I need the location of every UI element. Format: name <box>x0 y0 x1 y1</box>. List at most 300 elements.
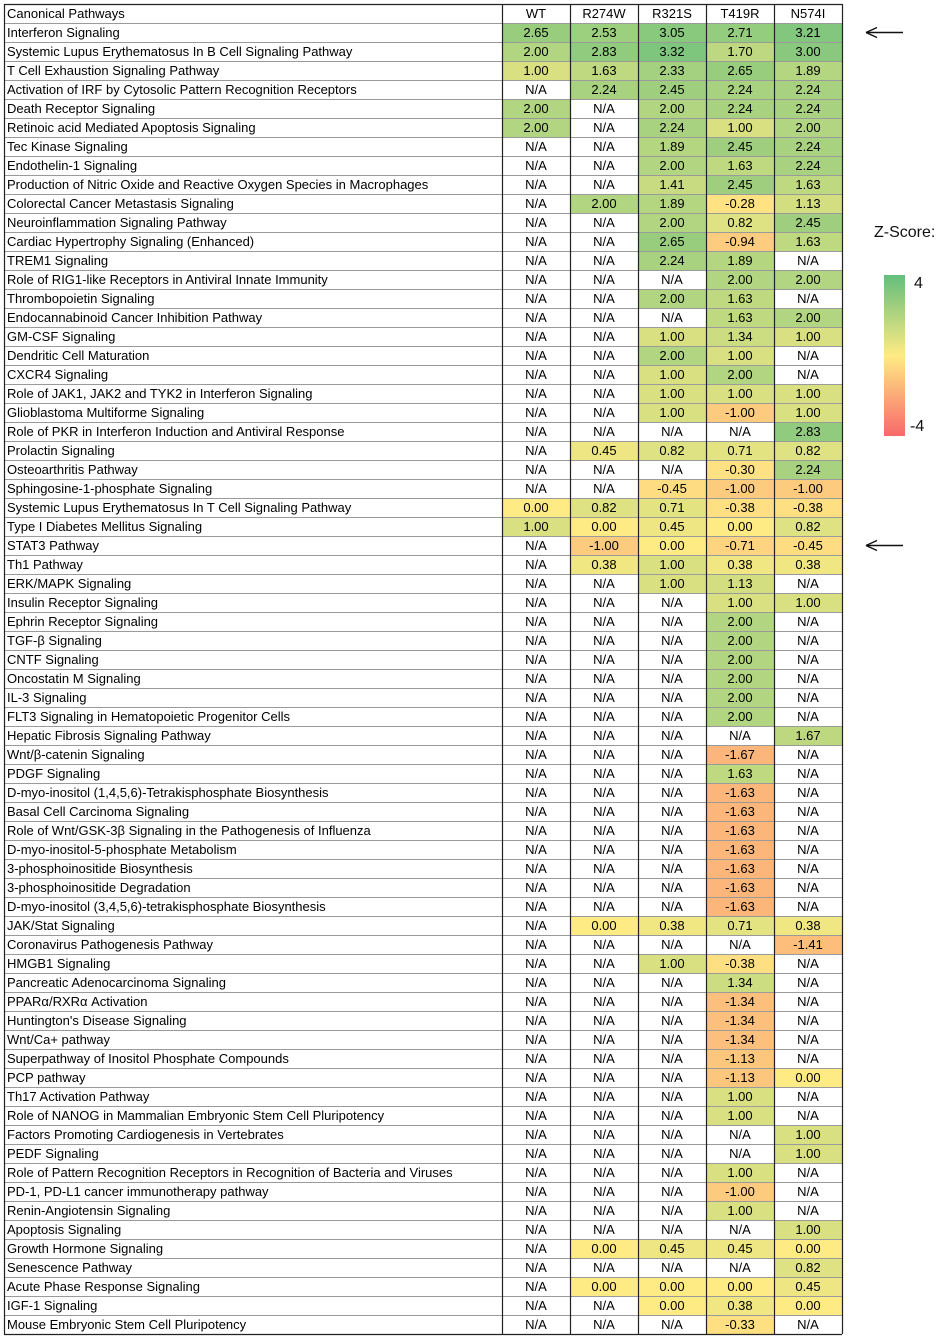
pathway-label: PD-1, PD-L1 cancer immunotherapy pathway <box>7 1184 269 1199</box>
cell-value: N/A <box>661 747 683 762</box>
pathway-label: Systemic Lupus Erythematosus In B Cell Signaling Pathway <box>7 44 353 59</box>
pathway-label: Production of Nitric Oxide and Reactive Oxygen Species in Macrophages <box>7 177 429 192</box>
pathway-label: PCP pathway <box>7 1070 86 1085</box>
cell-value: 1.00 <box>795 386 821 401</box>
pathway-label: Neuroinflammation Signaling Pathway <box>7 215 227 230</box>
cell-value: 2.24 <box>795 101 821 116</box>
pathway-label: Factors Promoting Cardiogenesis in Vertebrates <box>7 1127 284 1142</box>
pathway-label: HMGB1 Signaling <box>7 956 111 971</box>
cell-value: 0.00 <box>659 1298 685 1313</box>
pathway-label: Huntington's Disease Signaling <box>7 1013 187 1028</box>
pathway-label: Th17 Activation Pathway <box>7 1089 150 1104</box>
pathway-label: Renin-Angiotensin Signaling <box>7 1203 171 1218</box>
cell-value: 2.83 <box>795 424 821 439</box>
cell-value: 2.65 <box>727 63 753 78</box>
cell-value: N/A <box>797 690 819 705</box>
cell-value: 2.45 <box>727 139 753 154</box>
cell-value: N/A <box>525 671 547 686</box>
cell-value: 1.63 <box>727 310 753 325</box>
pathway-label: D-myo-inositol (3,4,5,6)-tetrakisphosphate Biosynthesis <box>7 899 326 914</box>
cell-value: N/A <box>525 177 547 192</box>
cell-value: N/A <box>593 975 615 990</box>
cell-value: N/A <box>525 937 547 952</box>
cell-value: 3.32 <box>659 44 685 59</box>
pathway-label: Prolactin Signaling <box>7 443 115 458</box>
cell-value: N/A <box>661 1108 683 1123</box>
cell-value: N/A <box>525 462 547 477</box>
cell-value: 1.00 <box>795 1127 821 1142</box>
cell-value: 2.00 <box>727 652 753 667</box>
cell-value: 0.00 <box>591 1279 617 1294</box>
cell-value: N/A <box>797 1051 819 1066</box>
cell-value: N/A <box>797 1013 819 1028</box>
pathway-label: CNTF Signaling <box>7 652 99 667</box>
cell-value: N/A <box>797 861 819 876</box>
cell-value: N/A <box>593 633 615 648</box>
cell-value: N/A <box>525 652 547 667</box>
cell-value: N/A <box>593 177 615 192</box>
cell-value: 1.34 <box>727 329 753 344</box>
cell-value: 0.00 <box>727 1279 753 1294</box>
cell-value: N/A <box>797 348 819 363</box>
cell-value: N/A <box>661 633 683 648</box>
cell-value: -1.00 <box>725 1184 755 1199</box>
cell-value: 1.00 <box>727 386 753 401</box>
cell-value: N/A <box>525 785 547 800</box>
cell-value: N/A <box>661 1184 683 1199</box>
cell-value: -1.00 <box>725 481 755 496</box>
cell-value: 2.00 <box>795 310 821 325</box>
cell-value: 1.00 <box>795 329 821 344</box>
cell-value: 1.00 <box>659 405 685 420</box>
cell-value: N/A <box>525 728 547 743</box>
cell-value: N/A <box>661 823 683 838</box>
cell-value: N/A <box>525 1089 547 1104</box>
cell-value: N/A <box>593 747 615 762</box>
cell-value: -1.63 <box>725 899 755 914</box>
cell-value: -0.71 <box>725 538 755 553</box>
cell-value: 2.24 <box>795 139 821 154</box>
pathway-label: Cardiac Hypertrophy Signaling (Enhanced) <box>7 234 255 249</box>
cell-value: N/A <box>593 310 615 325</box>
cell-value: 2.33 <box>659 63 685 78</box>
cell-value: N/A <box>661 804 683 819</box>
cell-value: 2.24 <box>659 253 685 268</box>
cell-value: N/A <box>661 899 683 914</box>
pathway-label: Thrombopoietin Signaling <box>7 291 155 306</box>
cell-value: N/A <box>797 823 819 838</box>
cell-value: N/A <box>525 614 547 629</box>
cell-value: N/A <box>661 652 683 667</box>
cell-value: 1.00 <box>727 1089 753 1104</box>
cell-value: N/A <box>525 557 547 572</box>
cell-value: N/A <box>593 728 615 743</box>
cell-value: 2.24 <box>659 120 685 135</box>
cell-value: N/A <box>661 937 683 952</box>
cell-value: -1.63 <box>725 785 755 800</box>
cell-value: N/A <box>525 899 547 914</box>
cell-value: N/A <box>593 1108 615 1123</box>
cell-value: 2.00 <box>523 101 549 116</box>
cell-value: N/A <box>525 1260 547 1275</box>
cell-value: N/A <box>593 1298 615 1313</box>
cell-value: 1.00 <box>795 1146 821 1161</box>
cell-value: N/A <box>593 652 615 667</box>
cell-value: 2.00 <box>727 614 753 629</box>
cell-value: 0.38 <box>727 557 753 572</box>
cell-value: N/A <box>729 1260 751 1275</box>
cell-value: 0.45 <box>591 443 617 458</box>
cell-value: N/A <box>525 747 547 762</box>
cell-value: 1.00 <box>727 120 753 135</box>
cell-value: 0.00 <box>659 1279 685 1294</box>
cell-value: -1.67 <box>725 747 755 762</box>
cell-value: N/A <box>525 481 547 496</box>
cell-value: 1.00 <box>727 1165 753 1180</box>
cell-value: 1.67 <box>795 728 821 743</box>
cell-value: 0.00 <box>591 918 617 933</box>
pathway-label: Th1 Pathway <box>7 557 83 572</box>
cell-value: 2.65 <box>523 25 549 40</box>
cell-value: N/A <box>661 1317 683 1332</box>
cell-value: N/A <box>661 1051 683 1066</box>
cell-value: N/A <box>593 671 615 686</box>
cell-value: N/A <box>797 253 819 268</box>
cell-value: N/A <box>661 690 683 705</box>
cell-value: 2.00 <box>659 158 685 173</box>
cell-value: 3.21 <box>795 25 821 40</box>
cell-value: N/A <box>797 671 819 686</box>
cell-value: N/A <box>797 880 819 895</box>
cell-value: 1.63 <box>727 158 753 173</box>
pathway-label: Role of RIG1-like Receptors in Antiviral Innate Immunity <box>7 272 328 287</box>
cell-value: 2.53 <box>591 25 617 40</box>
cell-value: -0.45 <box>793 538 823 553</box>
pathway-label: ERK/MAPK Signaling <box>7 576 132 591</box>
cell-value: -1.63 <box>725 804 755 819</box>
cell-value: 2.00 <box>659 215 685 230</box>
cell-value: N/A <box>593 1165 615 1180</box>
cell-value: N/A <box>525 139 547 154</box>
cell-value: -1.13 <box>725 1051 755 1066</box>
pathway-label: Tec Kinase Signaling <box>7 139 128 154</box>
cell-value: 1.00 <box>523 519 549 534</box>
cell-value: N/A <box>593 481 615 496</box>
cell-value: 2.71 <box>727 25 753 40</box>
cell-value: 1.00 <box>523 63 549 78</box>
cell-value: N/A <box>729 424 751 439</box>
cell-value: -0.28 <box>725 196 755 211</box>
cell-value: N/A <box>797 291 819 306</box>
cell-value: 2.00 <box>795 272 821 287</box>
cell-value: 1.00 <box>659 367 685 382</box>
pathway-label: Role of NANOG in Mammalian Embryonic Stem Cell Pluripotency <box>7 1108 385 1123</box>
cell-value: N/A <box>593 1070 615 1085</box>
cell-value: N/A <box>593 348 615 363</box>
cell-value: N/A <box>593 329 615 344</box>
cell-value: N/A <box>593 614 615 629</box>
pathway-label: Insulin Receptor Signaling <box>7 595 159 610</box>
pathway-label: Pancreatic Adenocarcinoma Signaling <box>7 975 226 990</box>
pathway-label: Hepatic Fibrosis Signaling Pathway <box>7 728 211 743</box>
cell-value: N/A <box>593 462 615 477</box>
cell-value: N/A <box>525 842 547 857</box>
cell-value: N/A <box>525 443 547 458</box>
cell-value: N/A <box>525 994 547 1009</box>
cell-value: N/A <box>593 880 615 895</box>
cell-value: N/A <box>661 671 683 686</box>
cell-value: N/A <box>525 595 547 610</box>
cell-value: N/A <box>661 766 683 781</box>
cell-value: N/A <box>729 1146 751 1161</box>
cell-value: N/A <box>525 1013 547 1028</box>
cell-value: N/A <box>593 291 615 306</box>
cell-value: 1.13 <box>727 576 753 591</box>
cell-value: 2.00 <box>727 633 753 648</box>
cell-value: N/A <box>525 310 547 325</box>
cell-value: N/A <box>593 709 615 724</box>
pathway-label: Role of JAK1, JAK2 and TYK2 in Interferon Signaling <box>7 386 313 401</box>
cell-value: N/A <box>525 1165 547 1180</box>
cell-value: N/A <box>593 690 615 705</box>
cell-value: 1.00 <box>659 576 685 591</box>
cell-value: 2.00 <box>659 101 685 116</box>
cell-value: N/A <box>593 1317 615 1332</box>
cell-value: N/A <box>797 614 819 629</box>
cell-value: -0.38 <box>725 500 755 515</box>
cell-value: 2.00 <box>727 272 753 287</box>
cell-value: 0.00 <box>659 538 685 553</box>
cell-value: -1.63 <box>725 861 755 876</box>
cell-value: 0.45 <box>659 1241 685 1256</box>
cell-value: 1.63 <box>795 177 821 192</box>
cell-value: 3.00 <box>795 44 821 59</box>
pathway-label: Superpathway of Inositol Phosphate Compounds <box>7 1051 289 1066</box>
cell-value: N/A <box>525 1146 547 1161</box>
pathway-label: Systemic Lupus Erythematosus In T Cell Signaling Pathway <box>7 500 352 515</box>
cell-value: N/A <box>593 1089 615 1104</box>
cell-value: 0.38 <box>795 557 821 572</box>
cell-value: N/A <box>661 1165 683 1180</box>
cell-value: N/A <box>797 1317 819 1332</box>
cell-value: N/A <box>661 1070 683 1085</box>
cell-value: N/A <box>593 899 615 914</box>
cell-value: N/A <box>797 367 819 382</box>
cell-value: N/A <box>797 576 819 591</box>
pathway-label: JAK/Stat Signaling <box>7 918 115 933</box>
column-header: WT <box>525 6 547 21</box>
cell-value: N/A <box>593 994 615 1009</box>
cell-value: N/A <box>661 614 683 629</box>
cell-value: 2.00 <box>727 671 753 686</box>
cell-value: 0.38 <box>659 918 685 933</box>
cell-value: 0.00 <box>727 519 753 534</box>
pathway-label: Ephrin Receptor Signaling <box>7 614 159 629</box>
cell-value: 0.38 <box>727 1298 753 1313</box>
cell-value: 0.45 <box>727 1241 753 1256</box>
pathway-label: Dendritic Cell Maturation <box>7 348 150 363</box>
cell-value: N/A <box>593 1203 615 1218</box>
cell-value: 1.89 <box>659 139 685 154</box>
cell-value: -1.34 <box>725 1013 755 1028</box>
cell-value: 1.63 <box>591 63 617 78</box>
cell-value: N/A <box>525 633 547 648</box>
cell-value: N/A <box>525 386 547 401</box>
cell-value: N/A <box>525 975 547 990</box>
cell-value: 0.82 <box>591 500 617 515</box>
cell-value: N/A <box>729 728 751 743</box>
cell-value: 1.89 <box>659 196 685 211</box>
cell-value: 2.00 <box>795 120 821 135</box>
pathway-label: Activation of IRF by Cytosolic Pattern Recognition Receptors <box>7 82 357 97</box>
cell-value: N/A <box>525 861 547 876</box>
cell-value: N/A <box>661 1032 683 1047</box>
cell-value: N/A <box>525 405 547 420</box>
pathway-label: Wnt/Ca+ pathway <box>7 1032 110 1047</box>
cell-value: N/A <box>661 462 683 477</box>
cell-value: 1.00 <box>795 405 821 420</box>
cell-value: N/A <box>525 196 547 211</box>
pathway-label: IL-3 Signaling <box>7 690 87 705</box>
pathway-label: Role of Wnt/GSK-3β Signaling in the Pathogenesis of Influenza <box>7 823 371 838</box>
cell-value: N/A <box>525 234 547 249</box>
pathway-label: TGF-β Signaling <box>7 633 102 648</box>
cell-value: 1.00 <box>659 329 685 344</box>
cell-value: N/A <box>593 101 615 116</box>
cell-value: N/A <box>525 823 547 838</box>
cell-value: 0.38 <box>591 557 617 572</box>
cell-value: 1.00 <box>659 956 685 971</box>
pathway-label: Death Receptor Signaling <box>7 101 156 116</box>
cell-value: N/A <box>525 709 547 724</box>
cell-value: -0.30 <box>725 462 755 477</box>
cell-value: 0.00 <box>591 519 617 534</box>
cell-value: N/A <box>525 918 547 933</box>
cell-value: 2.00 <box>659 348 685 363</box>
cell-value: N/A <box>593 804 615 819</box>
cell-value: N/A <box>593 595 615 610</box>
cell-value: -0.33 <box>725 1317 755 1332</box>
cell-value: N/A <box>525 1108 547 1123</box>
cell-value: N/A <box>797 633 819 648</box>
cell-value: -0.45 <box>657 481 687 496</box>
cell-value: 2.24 <box>727 101 753 116</box>
cell-value: N/A <box>797 766 819 781</box>
cell-value: N/A <box>797 975 819 990</box>
pathway-label: CXCR4 Signaling <box>7 367 109 382</box>
cell-value: 2.45 <box>795 215 821 230</box>
cell-value: -1.34 <box>725 1032 755 1047</box>
cell-value: N/A <box>593 1127 615 1142</box>
cell-value: N/A <box>525 253 547 268</box>
pathway-label: Oncostatin M Signaling <box>7 671 141 686</box>
cell-value: N/A <box>593 405 615 420</box>
cell-value: 2.00 <box>727 690 753 705</box>
cell-value: N/A <box>797 785 819 800</box>
cell-value: N/A <box>661 1089 683 1104</box>
cell-value: N/A <box>729 1222 751 1237</box>
cell-value: 0.00 <box>795 1298 821 1313</box>
cell-value: N/A <box>525 1070 547 1085</box>
cell-value: 2.24 <box>727 82 753 97</box>
cell-value: 1.63 <box>727 766 753 781</box>
cell-value: N/A <box>593 367 615 382</box>
cell-value: N/A <box>593 253 615 268</box>
row-header-label: Canonical Pathways <box>7 6 125 21</box>
cell-value: 0.00 <box>591 1241 617 1256</box>
cell-value: N/A <box>593 861 615 876</box>
cell-value: 2.83 <box>591 44 617 59</box>
cell-value: N/A <box>525 1127 547 1142</box>
cell-value: N/A <box>661 272 683 287</box>
cell-value: N/A <box>593 785 615 800</box>
cell-value: N/A <box>797 842 819 857</box>
cell-value: 1.00 <box>727 1203 753 1218</box>
pathway-label: Growth Hormone Signaling <box>7 1241 164 1256</box>
pathway-label: Basal Cell Carcinoma Signaling <box>7 804 190 819</box>
cell-value: N/A <box>797 956 819 971</box>
cell-value: 2.00 <box>727 367 753 382</box>
pathway-label: Type I Diabetes Mellitus Signaling <box>7 519 203 534</box>
cell-value: 2.24 <box>591 82 617 97</box>
cell-value: -1.63 <box>725 880 755 895</box>
pathway-label: D-myo-inositol-5-phosphate Metabolism <box>7 842 237 857</box>
cell-value: -1.41 <box>793 937 823 952</box>
cell-value: 1.63 <box>795 234 821 249</box>
pathway-label: Mouse Embryonic Stem Cell Pluripotency <box>7 1317 247 1332</box>
cell-value: N/A <box>593 956 615 971</box>
cell-value: 1.00 <box>795 1222 821 1237</box>
cell-value: N/A <box>661 595 683 610</box>
cell-value: N/A <box>797 804 819 819</box>
cell-value: N/A <box>661 1013 683 1028</box>
pathway-label: Senescence Pathway <box>7 1260 133 1275</box>
cell-value: -1.13 <box>725 1070 755 1085</box>
pathway-label: 3-phosphoinositide Biosynthesis <box>7 861 193 876</box>
cell-value: N/A <box>593 1146 615 1161</box>
cell-value: 2.24 <box>795 158 821 173</box>
cell-value: 0.82 <box>795 519 821 534</box>
cell-value: 2.00 <box>523 120 549 135</box>
cell-value: N/A <box>593 139 615 154</box>
cell-value: N/A <box>661 861 683 876</box>
cell-value: N/A <box>525 329 547 344</box>
pathway-label: Role of Pattern Recognition Receptors in Recognition of Bacteria and Viruses <box>7 1165 453 1180</box>
column-header: T419R <box>720 6 760 21</box>
cell-value: N/A <box>593 1222 615 1237</box>
cell-value: N/A <box>797 1165 819 1180</box>
cell-value: 1.00 <box>727 1108 753 1123</box>
pathway-label: Endothelin-1 Signaling <box>7 158 138 173</box>
pathway-label: Endocannabinoid Cancer Inhibition Pathway <box>7 310 263 325</box>
cell-value: N/A <box>593 1051 615 1066</box>
cell-value: -1.00 <box>793 481 823 496</box>
pathway-label: T Cell Exhaustion Signaling Pathway <box>7 63 220 78</box>
cell-value: N/A <box>661 1222 683 1237</box>
cell-value: N/A <box>525 82 547 97</box>
cell-value: N/A <box>525 291 547 306</box>
cell-value: N/A <box>525 1298 547 1313</box>
cell-value: N/A <box>797 1089 819 1104</box>
pathway-label: GM-CSF Signaling <box>7 329 116 344</box>
cell-value: 0.71 <box>727 443 753 458</box>
cell-value: N/A <box>593 272 615 287</box>
cell-value: 1.89 <box>795 63 821 78</box>
cell-value: N/A <box>797 899 819 914</box>
cell-value: N/A <box>593 1032 615 1047</box>
cell-value: N/A <box>525 158 547 173</box>
cell-value: 1.63 <box>727 291 753 306</box>
